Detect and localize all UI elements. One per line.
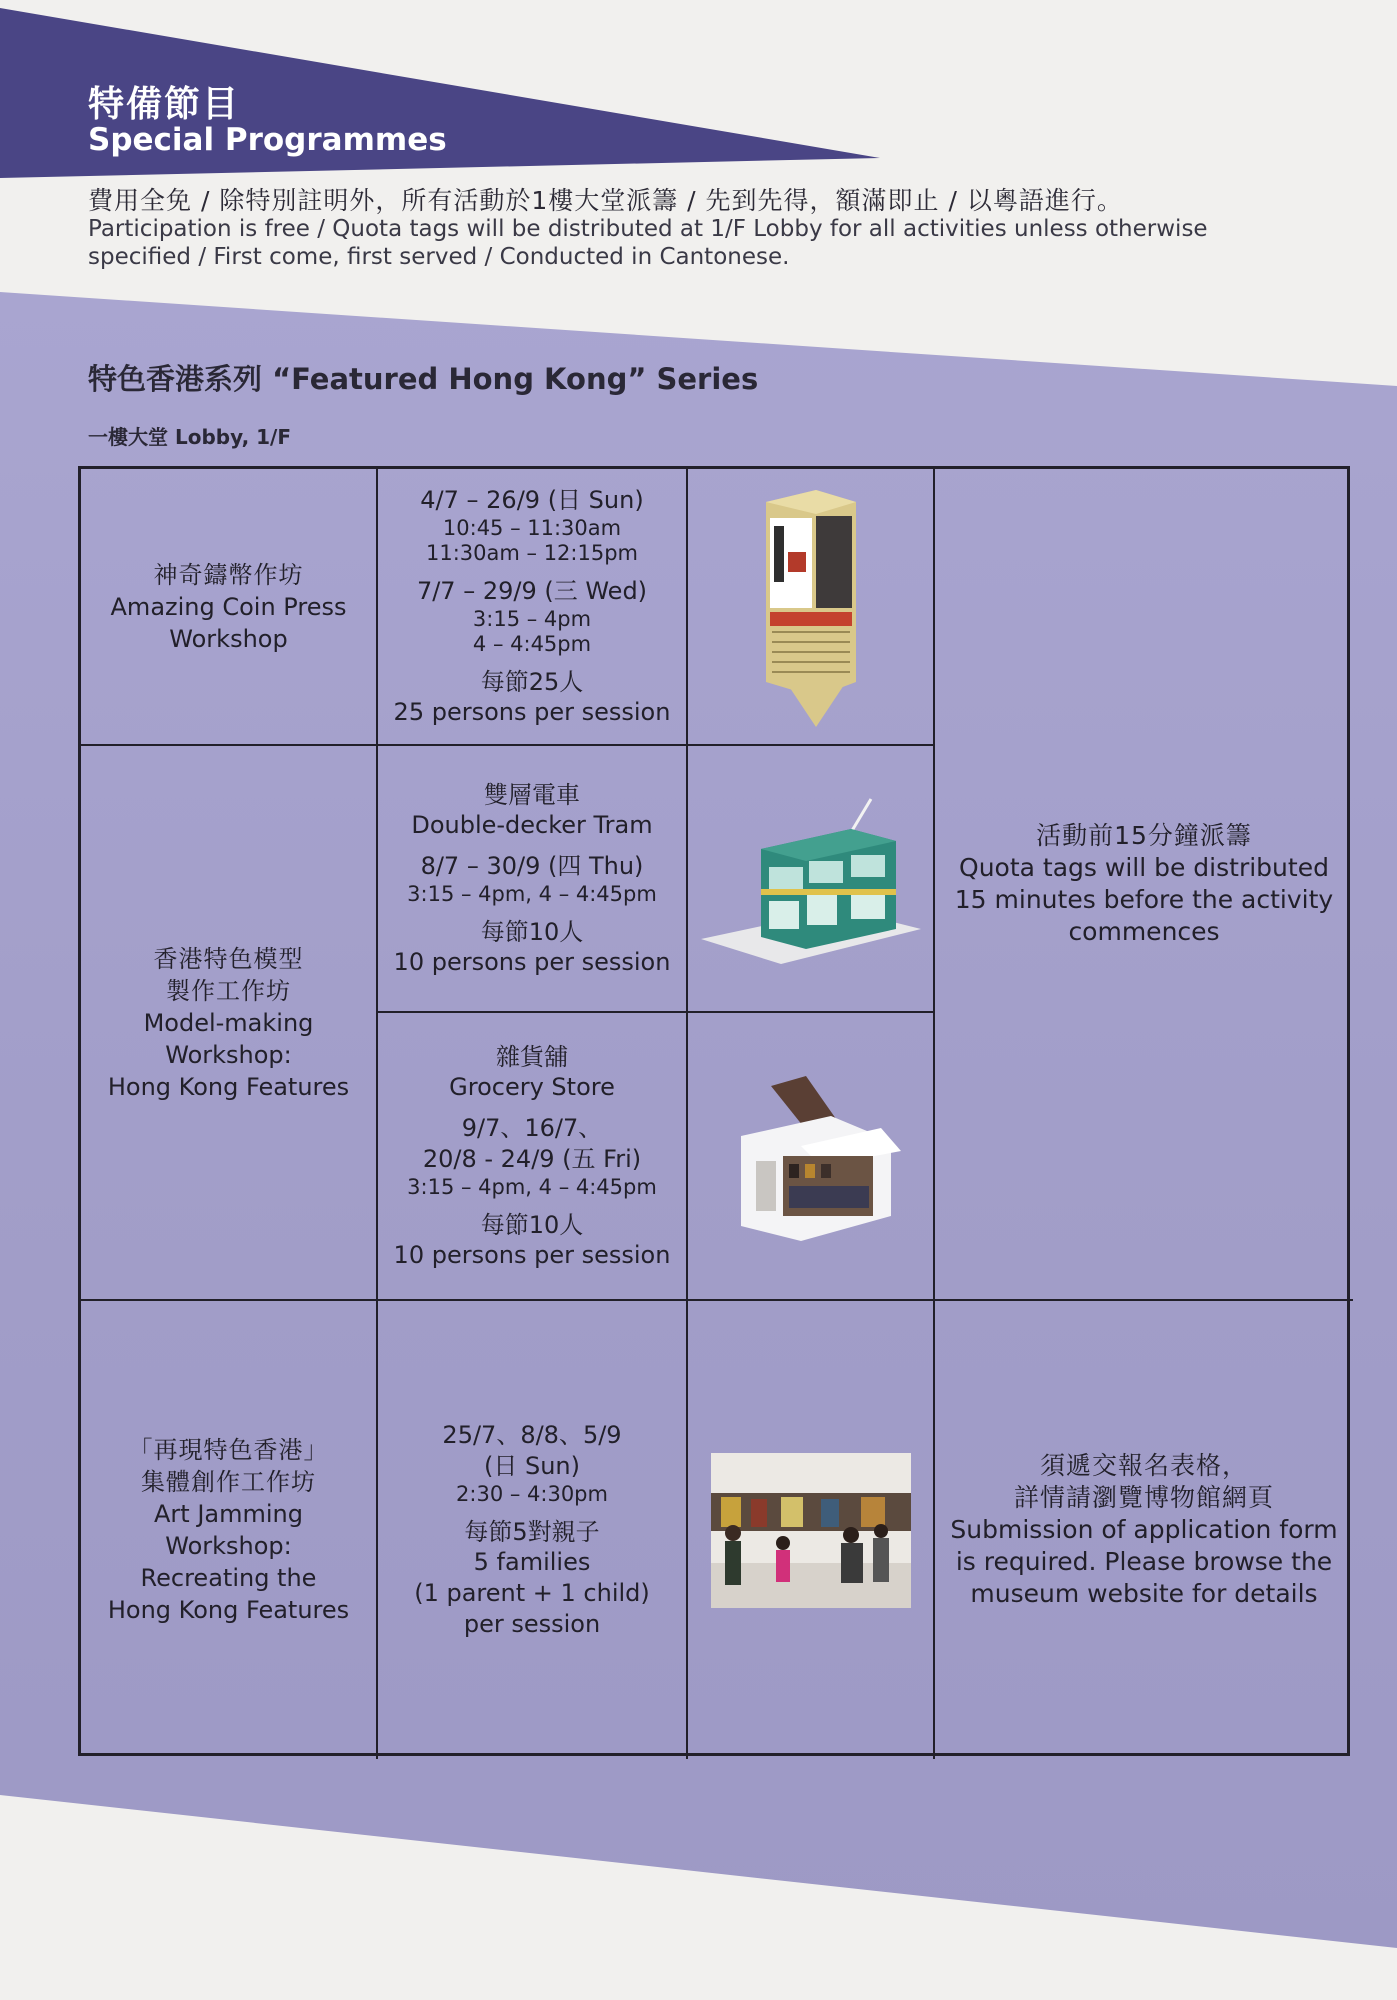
art-date-2: (日 Sun): [483, 1452, 580, 1480]
tram-name-zh: 雙層電車: [484, 780, 580, 809]
art-quota-en-2: (1 parent + 1 child): [414, 1579, 650, 1607]
art-name-zh-2: 集體創作工作坊: [141, 1468, 316, 1496]
coin-schedule: [378, 469, 688, 746]
tram-model-image: [688, 746, 935, 1013]
notice-en-line1: Participation is free / Quota tags will be distributed at 1/F Lobby for all activities unless otherwise: [88, 216, 1208, 242]
coin-machine-illustration: [756, 482, 866, 732]
notice-en-line2: specified / First come, first served / Conducted in Cantonese.: [88, 244, 790, 270]
art-name-zh-1: 「再現特色香港」: [128, 1436, 329, 1464]
model-name-en-3: Hong Kong Features: [107, 1072, 350, 1101]
grocery-time: 3:15 – 4pm, 4 – 4:45pm: [407, 1174, 657, 1199]
grocery-date-2: 20/8 - 24/9 (五 Fri): [422, 1144, 642, 1173]
grocery-quota-en: 10 persons per session: [393, 1240, 671, 1269]
art-quota-zh: 每節5對親子: [464, 1518, 600, 1546]
coin-quota-en: 25 persons per session: [393, 698, 671, 726]
notice: [88, 186, 1318, 271]
coin-name-zh: 神奇鑄幣作坊: [153, 560, 304, 589]
model-name-en-1: Model-making: [143, 1008, 314, 1037]
tram-model-illustration: [701, 789, 921, 969]
page-title-zh: 特備節目: [88, 84, 241, 125]
quota-note-en-3: commences: [1068, 917, 1220, 946]
grocery-quota-zh: 每節10人: [480, 1210, 584, 1239]
tram-schedule: [378, 746, 688, 1013]
coin-time-2a: 3:15 – 4pm: [472, 607, 592, 631]
grocery-name-en: Grocery Store: [449, 1072, 615, 1101]
application-note-en-1: Submission of application form: [950, 1515, 1338, 1544]
quota-note-en-2: 15 minutes before the activity: [954, 885, 1334, 914]
art-date-1: 25/7、8/8、5/9: [442, 1421, 622, 1449]
model-name-zh-2: 製作工作坊: [166, 976, 291, 1005]
art-quota-en-3: per session: [463, 1610, 601, 1638]
series-title: 特色香港系列 “Featured Hong Kong” Series: [88, 362, 759, 396]
model-name-en-2: Workshop:: [165, 1040, 292, 1069]
grocery-model-image: [688, 1013, 935, 1301]
grocery-date-1: 9/7、16/7、: [461, 1113, 603, 1142]
quota-distribution-note: [935, 469, 1353, 1301]
notice-zh: 費用全免 / 除特別註明外，所有活動於1樓大堂派籌 / 先到先得，額滿即止 / 以粵語進行。: [88, 186, 1123, 215]
coin-date-1: 4/7 – 26/9 (日 Sun): [420, 486, 644, 514]
coin-date-2: 7/7 – 29/9 (三 Wed): [416, 577, 648, 605]
art-jamming-illustration: [711, 1453, 911, 1608]
art-schedule: [378, 1301, 688, 1759]
coin-time-1a: 10:45 – 11:30am: [442, 516, 622, 540]
coin-machine-image: [688, 469, 935, 746]
application-note-en-3: museum website for details: [970, 1579, 1318, 1608]
tram-time: 3:15 – 4pm, 4 – 4:45pm: [407, 881, 657, 906]
coin-time-2b: 4 – 4:45pm: [472, 632, 592, 656]
art-name-en-4: Hong Kong Features: [107, 1596, 350, 1624]
art-jamming-name: [81, 1301, 378, 1759]
venue-label: 一樓大堂 Lobby, 1/F: [88, 425, 292, 449]
application-note-en-2: is required. Please browse the: [955, 1547, 1333, 1576]
art-time: 2:30 – 4:30pm: [456, 1482, 608, 1506]
tram-quota-en: 10 persons per session: [393, 947, 671, 976]
coin-workshop-name: [81, 469, 378, 746]
grocery-name-zh: 雜貨舖: [496, 1042, 568, 1071]
art-name-en-1: Art Jamming: [154, 1500, 303, 1528]
art-quota-en-1: 5 families: [473, 1548, 591, 1576]
coin-quota-zh: 每節25人: [480, 668, 584, 696]
tram-quota-zh: 每節10人: [480, 917, 584, 946]
quota-note-zh: 活動前15分鐘派籌: [1036, 821, 1252, 850]
application-note-zh-1: 須遞交報名表格，: [1039, 1451, 1248, 1480]
grocery-model-illustration: [711, 1066, 911, 1246]
quota-note-en-1: Quota tags will be distributed: [959, 853, 1329, 882]
tram-date: 8/7 – 30/9 (四 Thu): [420, 851, 644, 880]
model-workshop-name: [81, 746, 378, 1301]
coin-name-en-1: Amazing Coin Press: [110, 592, 347, 621]
coin-time-1b: 11:30am – 12:15pm: [426, 541, 638, 565]
art-name-en-2: Workshop:: [165, 1532, 292, 1560]
programme-table: [78, 466, 1350, 1756]
grocery-schedule: [378, 1013, 688, 1301]
art-jamming-photo: [688, 1301, 935, 1759]
model-name-zh-1: 香港特色模型: [153, 944, 304, 973]
coin-name-en-2: Workshop: [169, 624, 288, 653]
application-note-zh-2: 詳情請瀏覽博物館網頁: [1013, 1483, 1274, 1512]
tram-name-en: Double-decker Tram: [411, 810, 653, 839]
art-name-en-3: Recreating the: [140, 1564, 317, 1592]
page-title-en: Special Programmes: [88, 122, 447, 158]
application-note: [935, 1301, 1353, 1759]
